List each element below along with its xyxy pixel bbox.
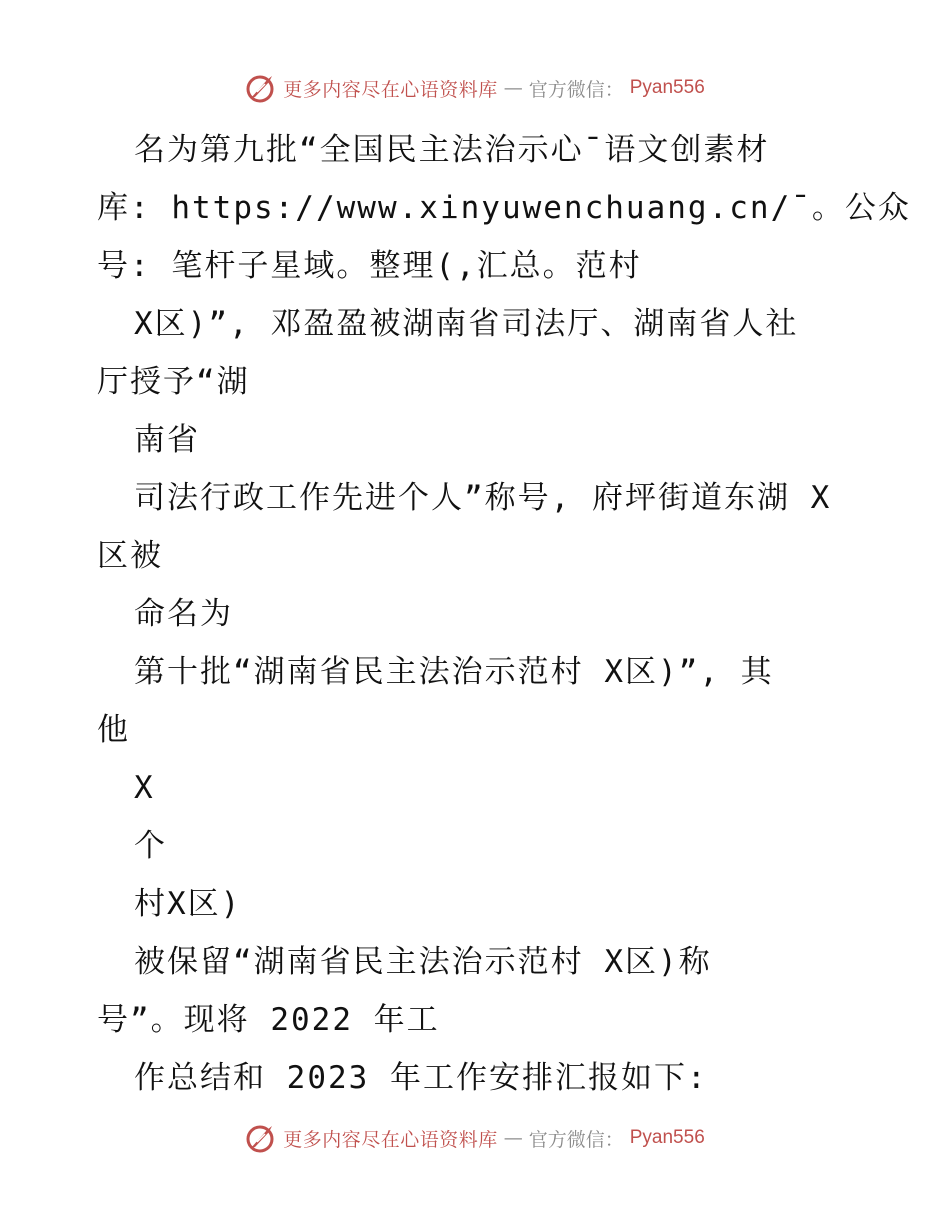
body-line: 命名为 [134,596,233,632]
body-line: 他 [97,712,130,748]
body-line: 名为第九批“全国民主法治示心¯语文创素材 [134,132,770,168]
watermark-wechat-id: Pyan556 [629,1127,705,1148]
body-line: 南省 [134,422,200,458]
body-line: 第十批“湖南省民主法治示范村 X区)”, 其 [134,654,774,690]
quill-logo-icon [245,1122,277,1154]
body-line: 被保留“湖南省民主法治示范村 X区)称 [134,944,712,980]
watermark-separator: — [503,77,523,99]
watermark-wechat-label: 官方微信： [528,78,624,101]
watermark-wechat-id: Pyan556 [629,77,705,98]
watermark-text: 更多内容尽在心语资料库 [283,1128,498,1151]
watermark-text: 更多内容尽在心语资料库 [283,78,498,101]
body-line: 司法行政工作先进个人”称号, 府坪街道东湖 X [134,480,832,516]
body-line: 个 [134,828,167,864]
body-line: X [134,770,155,806]
body-line: 号”。现将 2022 年工 [97,1002,440,1038]
quill-logo-icon [245,72,277,104]
watermark-wechat-label: 官方微信： [528,1128,624,1151]
body-line: 库: https://www.xinyuwenchuang.cn/¯。公众 [97,190,911,226]
body-line: 号: 笔杆子星域。整理(,汇总。范村 [97,248,642,284]
body-line: 村X区) [134,886,242,922]
header-watermark [0,72,950,104]
watermark-separator: — [503,1127,523,1149]
footer-watermark [0,1122,950,1154]
body-line: 厅授予“湖 [97,364,250,400]
body-line: X区)”, 邓盈盈被湖南省司法厅、湖南省人社 [134,306,799,342]
body-line: 作总结和 2023 年工作安排汇报如下: [134,1060,708,1096]
body-line: 区被 [97,538,163,574]
